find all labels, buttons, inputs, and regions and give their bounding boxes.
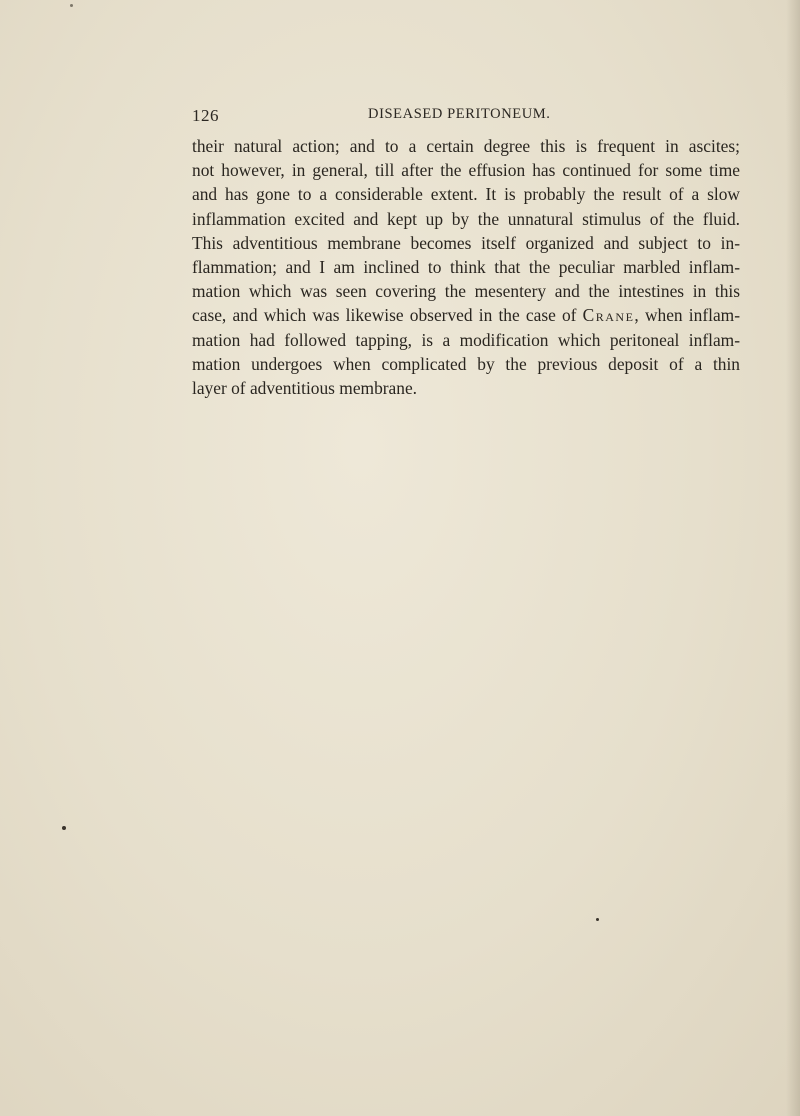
text-line: their natural action; and to a certain degree this is frequent in ascites; <box>192 136 740 156</box>
text-line: mation undergoes when complicated by the previous deposit of a thin <box>192 353 740 374</box>
body-paragraph <box>192 134 740 400</box>
text-line: and has gone to a considerable extent. It is probably the result of a slow <box>192 184 740 205</box>
paper-speck <box>596 918 599 921</box>
text-segment: case, and which was likewise observed in the case of <box>192 305 583 326</box>
page-number: 126 <box>192 106 219 125</box>
text-segment: , when inflam- <box>634 305 740 326</box>
page-header <box>192 104 740 128</box>
text-line: layer of adventitious membrane. <box>192 377 418 398</box>
running-head: DISEASED PERITONEUM. <box>368 106 551 122</box>
page-edge-shadow <box>786 0 800 1116</box>
text-line: inflammation excited and kept up by the unnatural stimulus of the fluid. <box>192 208 740 229</box>
text-line: mation which was seen covering the mesentery and the intestines in this <box>192 281 740 302</box>
text-line <box>192 303 740 327</box>
patient-name: Crane <box>582 305 635 326</box>
text-line: This adventitious membrane becomes itself organized and subject to in- <box>192 232 740 253</box>
text-line: mation had followed tapping, is a modification which peritoneal inflam- <box>192 329 740 350</box>
text-line: flammation; and I am inclined to think that the peculiar marbled inflam- <box>192 256 740 277</box>
paper-speck <box>70 4 73 7</box>
paper-speck <box>62 826 66 830</box>
text-line: not however, in general, till after the effusion has continued for some time <box>192 160 740 181</box>
